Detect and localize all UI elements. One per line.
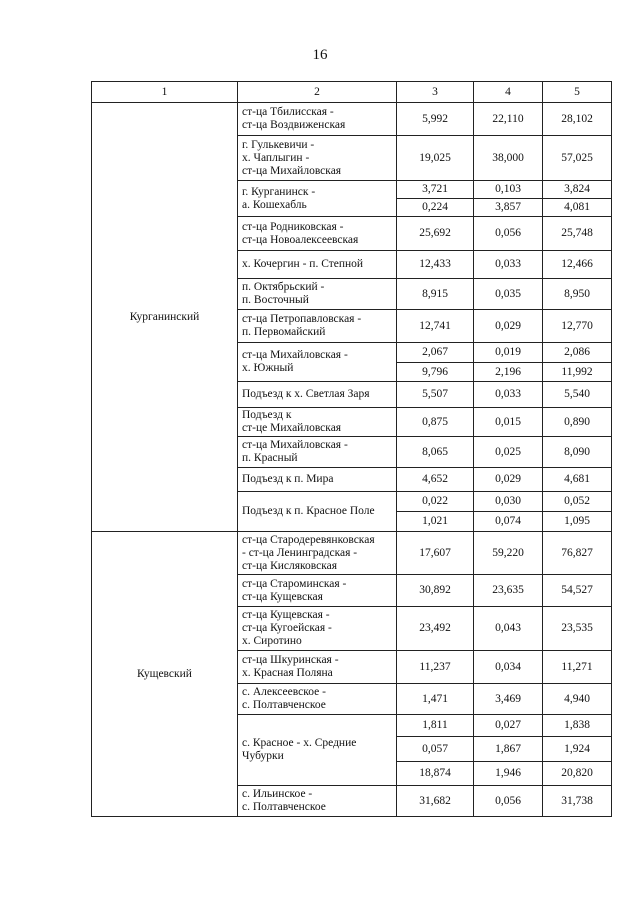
road-name-line: ст-ца Петропавловская -	[242, 313, 362, 325]
value-cell-col3: 18,874	[397, 762, 474, 786]
road-name-cell	[238, 607, 397, 651]
road-name-cell	[238, 651, 397, 684]
value-cell-col3: 5,507	[397, 382, 474, 408]
road-name-line: с. Красное - х. Средние	[242, 737, 357, 749]
road-name-line: Подъезд к	[242, 409, 292, 421]
value-cell-col4: 3,469	[474, 684, 543, 715]
value-cell-col4: 0,034	[474, 651, 543, 684]
road-name-line: - ст-ца Ленинградская -	[242, 546, 358, 559]
road-name-line: ст-ца Новоалексеевская	[242, 233, 359, 246]
value-cell-col3: 25,692	[397, 217, 474, 251]
value-cell-col3: 8,915	[397, 279, 474, 310]
value-cell-col3: 0,022	[397, 492, 474, 512]
value-cell-col5: 31,738	[543, 786, 612, 817]
table-body	[92, 103, 612, 817]
table-row	[92, 103, 612, 136]
road-name-line: ст-ца Стародеревянковская	[242, 533, 375, 546]
road-name-line: ст-ца Кущевская	[242, 590, 323, 603]
road-name-cell	[238, 382, 397, 408]
road-name-line: х. Чаплыгин -	[242, 151, 310, 164]
road-name-line: ст-ца Шкуринская -	[242, 654, 339, 666]
road-name-cell	[238, 279, 397, 310]
value-cell-col3: 30,892	[397, 575, 474, 607]
road-name-line: ст-ца Тбилисская -	[242, 106, 334, 118]
road-name-line: Подъезд к п. Мира	[242, 473, 334, 485]
header-row	[92, 82, 612, 103]
value-cell-col4: 0,033	[474, 382, 543, 408]
value-cell-col3: 0,224	[397, 199, 474, 217]
district-cell: Курганинский	[92, 103, 238, 532]
value-cell-col5: 1,924	[543, 737, 612, 762]
value-cell-col4: 0,029	[474, 468, 543, 492]
road-name-line: ст-ца Михайловская	[242, 164, 342, 177]
value-cell-col3: 23,492	[397, 607, 474, 651]
road-name-line: ст-ца Михайловская -	[242, 349, 348, 361]
road-name-cell	[238, 251, 397, 279]
road-name-line: п. Красный	[242, 452, 298, 464]
value-cell-col3: 12,741	[397, 310, 474, 343]
road-name-line: ст-це Михайловская	[242, 422, 342, 434]
value-cell-col3: 4,652	[397, 468, 474, 492]
value-cell-col5: 1,838	[543, 715, 612, 737]
column-header-3: 3	[397, 82, 474, 103]
road-name-cell	[238, 103, 397, 136]
value-cell-col3: 9,796	[397, 363, 474, 382]
table-row	[92, 532, 612, 575]
value-cell-col3: 1,471	[397, 684, 474, 715]
value-cell-col4: 23,635	[474, 575, 543, 607]
road-name-cell	[238, 310, 397, 343]
road-name-cell	[238, 343, 397, 382]
value-cell-col3: 0,875	[397, 408, 474, 437]
value-cell-col5: 25,748	[543, 217, 612, 251]
road-name-line: х. Красная Поляна	[242, 667, 333, 679]
value-cell-col5: 20,820	[543, 762, 612, 786]
road-name-cell	[238, 437, 397, 468]
value-cell-col5: 23,535	[543, 607, 612, 651]
value-cell-col5: 3,824	[543, 181, 612, 199]
value-cell-col5: 4,681	[543, 468, 612, 492]
road-name-cell	[238, 468, 397, 492]
value-cell-col5: 11,992	[543, 363, 612, 382]
road-name-line: г. Гулькевичи -	[242, 138, 315, 151]
road-name-cell	[238, 786, 397, 817]
value-cell-col5: 76,827	[543, 532, 612, 575]
value-cell-col5: 5,540	[543, 382, 612, 408]
value-cell-col3: 1,021	[397, 512, 474, 532]
value-cell-col4: 0,043	[474, 607, 543, 651]
value-cell-col5: 8,950	[543, 279, 612, 310]
value-cell-col4: 0,033	[474, 251, 543, 279]
value-cell-col5: 28,102	[543, 103, 612, 136]
value-cell-col4: 0,056	[474, 786, 543, 817]
road-name-line: ст-ца Староминская -	[242, 577, 347, 590]
road-name-line: а. Кошехабль	[242, 198, 307, 211]
road-name-line: п. Восточный	[242, 294, 309, 306]
value-cell-col5: 4,081	[543, 199, 612, 217]
road-name-cell	[238, 136, 397, 181]
road-name-line: ст-ца Родниковская -	[242, 220, 344, 233]
value-cell-col5: 1,095	[543, 512, 612, 532]
road-name-line: с. Алексеевское -	[242, 686, 326, 698]
column-header-2: 2	[238, 82, 397, 103]
road-name-line: с. Ильинское -	[242, 788, 313, 800]
value-cell-col5: 0,052	[543, 492, 612, 512]
value-cell-col4: 0,074	[474, 512, 543, 532]
value-cell-col4: 3,857	[474, 199, 543, 217]
value-cell-col5: 11,271	[543, 651, 612, 684]
value-cell-col3: 2,067	[397, 343, 474, 363]
value-cell-col4: 2,196	[474, 363, 543, 382]
page-number: 16	[312, 47, 328, 63]
value-cell-col3: 19,025	[397, 136, 474, 181]
road-name-line: Подъезд к п. Красное Поле	[242, 505, 375, 517]
value-cell-col5: 8,090	[543, 437, 612, 468]
road-name-cell	[238, 408, 397, 437]
value-cell-col3: 3,721	[397, 181, 474, 199]
value-cell-col4: 0,056	[474, 217, 543, 251]
value-cell-col4: 38,000	[474, 136, 543, 181]
road-name-line: Подъезд к х. Светлая Заря	[242, 388, 370, 400]
value-cell-col4: 0,029	[474, 310, 543, 343]
value-cell-col3: 31,682	[397, 786, 474, 817]
value-cell-col3: 0,057	[397, 737, 474, 762]
value-cell-col3: 12,433	[397, 251, 474, 279]
road-name-line: Чубурки	[242, 750, 284, 762]
value-cell-col4: 0,030	[474, 492, 543, 512]
road-name-line: ст-ца Кугоейская -	[242, 622, 332, 634]
road-name-cell	[238, 217, 397, 251]
district-cell: Кущевский	[92, 532, 238, 817]
value-cell-col4: 0,015	[474, 408, 543, 437]
road-name-line: ст-ца Михайловская -	[242, 439, 348, 451]
road-name-line: х. Южный	[242, 362, 294, 374]
value-cell-col4: 1,946	[474, 762, 543, 786]
value-cell-col3: 1,811	[397, 715, 474, 737]
value-cell-col3: 5,992	[397, 103, 474, 136]
road-name-line: ст-ца Кисляковская	[242, 559, 338, 572]
road-name-line: п. Первомайский	[242, 326, 326, 338]
road-name-cell	[238, 181, 397, 217]
road-name-line: ст-ца Воздвиженская	[242, 119, 346, 131]
road-name-cell	[238, 492, 397, 532]
road-name-cell	[238, 575, 397, 607]
road-name-line: с. Полтавченское	[242, 699, 326, 711]
value-cell-col5: 0,890	[543, 408, 612, 437]
value-cell-col5: 54,527	[543, 575, 612, 607]
value-cell-col3: 17,607	[397, 532, 474, 575]
value-cell-col3: 8,065	[397, 437, 474, 468]
road-name-cell	[238, 532, 397, 575]
value-cell-col4: 0,019	[474, 343, 543, 363]
value-cell-col4: 59,220	[474, 532, 543, 575]
value-cell-col4: 0,035	[474, 279, 543, 310]
value-cell-col5: 2,086	[543, 343, 612, 363]
value-cell-col3: 11,237	[397, 651, 474, 684]
value-cell-col5: 4,940	[543, 684, 612, 715]
road-name-line: ст-ца Кущевская -	[242, 609, 330, 621]
value-cell-col5: 12,466	[543, 251, 612, 279]
value-cell-col4: 1,867	[474, 737, 543, 762]
column-header-1: 1	[92, 82, 238, 103]
value-cell-col4: 0,027	[474, 715, 543, 737]
road-name-cell	[238, 715, 397, 786]
value-cell-col5: 12,770	[543, 310, 612, 343]
table-header	[92, 82, 612, 103]
road-length-table	[91, 81, 612, 817]
road-name-line: х. Кочергин - п. Степной	[242, 258, 364, 270]
value-cell-col4: 0,025	[474, 437, 543, 468]
column-header-4: 4	[474, 82, 543, 103]
value-cell-col4: 0,103	[474, 181, 543, 199]
column-header-5: 5	[543, 82, 612, 103]
road-name-line: п. Октябрьский -	[242, 281, 325, 293]
road-name-line: х. Сиротино	[242, 635, 302, 647]
value-cell-col4: 22,110	[474, 103, 543, 136]
road-name-line: г. Курганинск -	[242, 185, 316, 198]
road-name-line: с. Полтавченское	[242, 801, 326, 813]
road-name-cell	[238, 684, 397, 715]
value-cell-col5: 57,025	[543, 136, 612, 181]
